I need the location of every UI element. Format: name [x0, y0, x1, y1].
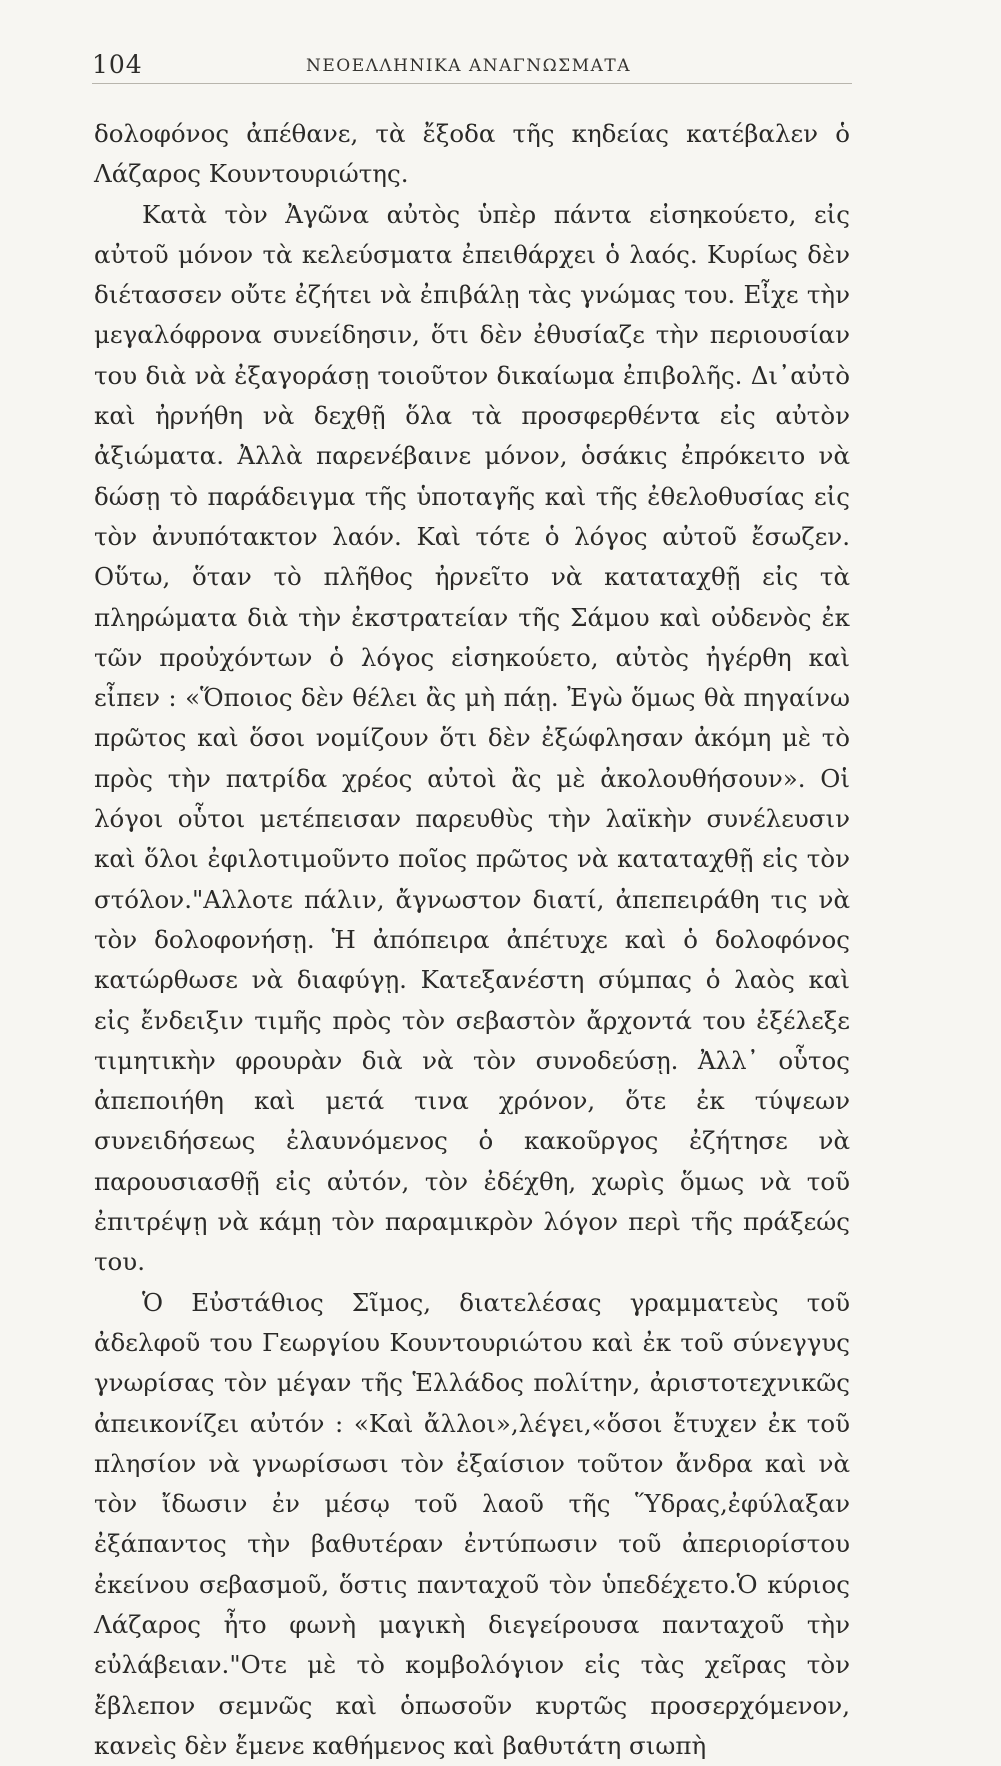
paragraph-continued: δολοφόνος ἀπέθανε, τὰ ἔξοδα τῆς κηδείας κατέβαλεν ὁ Λάζαρος Κουντουριώτης. — [94, 119, 850, 189]
header-rule — [92, 83, 852, 84]
running-title: ΝΕΟΕΛΛΗΝΙΚΑ ΑΝΑΓΝΩΣΜΑΤΑ — [306, 56, 631, 76]
page-number: 104 — [92, 50, 143, 79]
paragraph-simos: Ὁ Εὐστάθιος Σῖμος, διατελέσας γραμματεὺς τοῦ ἀδελφοῦ του Γεωργίου Κουντουριώτου καὶ ἐκ τοῦ σύνεγγυς γνωρίσας τὸν μέγαν τῆς Ἑλλάδος πολίτην, ἀριστοτεχνικῶς ἀπεικονίζει αὐτόν : «Καὶ ἄλλοι»,λέγει,«ὅσοι ἔτυχεν ἐκ τοῦ πλησίον νὰ γνωρίσωσι τὸν ἐξαίσιον τοῦτον ἄνδρα καὶ νὰ τὸν ἴδωσιν ἐν μέσῳ τοῦ λαοῦ τῆς Ὕδρας,ἐφύλαξαν ἐξάπαντος τὴν βαθυτέραν ἐντύπωσιν τοῦ ἀπεριορίστου ἐκείνου σεβασμοῦ, ὅστις πανταχοῦ τὸν ὑπεδέχετο.Ὁ κύριος Λάζαρος ἦτο φωνὴ μαγικὴ διεγείρουσα πανταχοῦ τὴν εὐλάβειαν."Οτε μὲ τὸ κομβολόγιον εἰς τὰς χεῖρας τὸν ἔβλεπον σεμνῶς καὶ ὁπωσοῦν κυρτῶς προσερχόμενον, κανεὶς δὲν ἔμενε καθήμενος καὶ βαθυτάτη σιωπὴ — [94, 1287, 850, 1760]
running-header — [92, 50, 852, 90]
body-text — [94, 114, 850, 1766]
paragraph-agonas: Κατὰ τὸν Ἀγῶνα αὐτὸς ὑπὲρ πάντα εἰσηκούετο, εἰς αὐτοῦ μόνον τὰ κελεύσματα ἐπειθάρχει ὁ λαός. Κυρίως δὲν διέτασσεν οὔτε ἐζήτει νὰ ἐπιβάλῃ τὰς γνώμας του. Εἶχε τὴν μεγαλόφρονα συνείδησιν, ὅτι δὲν ἐθυσίαζε τὴν περιουσίαν του διὰ νὰ ἐξαγοράσῃ τοιοῦτον δικαίωμα ἐπιβολῆς. Δι᾽αὐτὸ καὶ ἠρνήθη νὰ δεχθῇ ὅλα τὰ προσφερθέντα εἰς αὐτὸν ἀξιώματα. Ἀλλὰ παρενέβαινε μόνον, ὁσάκις ἐπρόκειτο νὰ δώσῃ τὸ παράδειγμα τῆς ὑποταγῆς καὶ τῆς ἐθελοθυσίας εἰς τὸν ἀνυπότακτον λαόν. Καὶ τότε ὁ λόγος αὐτοῦ ἔσωζεν. Οὕτω, ὅταν τὸ πλῆθος ἠρνεῖτο νὰ καταταχθῇ εἰς τὰ πληρώματα διὰ τὴν ἐκστρατείαν τῆς Σάμου καὶ οὐδενὸς ἐκ τῶν προὐχόντων ὁ λόγος εἰσηκούετο, αὐτὸς ἠγέρθη καὶ εἶπεν : «Ὅποιος δὲν θέλει ἂς μὴ πάῃ. Ἐγὼ ὅμως θὰ πηγαίνω πρῶτος καὶ ὅσοι νομίζουν ὅτι δὲν ἐξώφλησαν ἀκόμη μὲ τὸ πρὸς τὴν πατρίδα χρέος αὐτοὶ ἂς μὲ ἀκολουθήσουν». Οἱ λόγοι οὗτοι μετέπεισαν παρευθὺς τὴν λαϊκὴν συνέλευσιν καὶ ὅλοι ἐφιλοτιμοῦντο ποῖος πρῶτος νὰ καταταχθῇ εἰς τὸν στόλον."Αλλοτε πάλιν, ἄγνωστον διατί, ἀπεπειράθη τις νὰ τὸν δολοφονήσῃ. Ἡ ἀπόπειρα ἀπέτυχε καὶ ὁ δολοφόνος κατώρθωσε νὰ διαφύγῃ. Κατεξανέστη σύμπας ὁ λαὸς καὶ εἰς ἔνδειξιν τιμῆς πρὸς τὸν σεβαστὸν ἄρχοντά του ἐξέλεξε τιμητικὴν φρουρὰν διὰ νὰ τὸν συνοδεύσῃ. Ἀλλ᾽ οὗτος ἀπεποιήθη καὶ μετά τινα χρόνον, ὅτε ἐκ τύψεων συνειδήσεως ἐλαυνόμενος ὁ κακοῦργος ἐζήτησε νὰ παρουσιασθῇ εἰς αὐτόν, τὸν ἐδέχθη, χωρὶς ὅμως νὰ τοῦ ἐπιτρέψῃ νὰ κάμῃ τὸν παραμικρὸν λόγον περὶ τῆς πράξεώς του. — [94, 199, 850, 1277]
